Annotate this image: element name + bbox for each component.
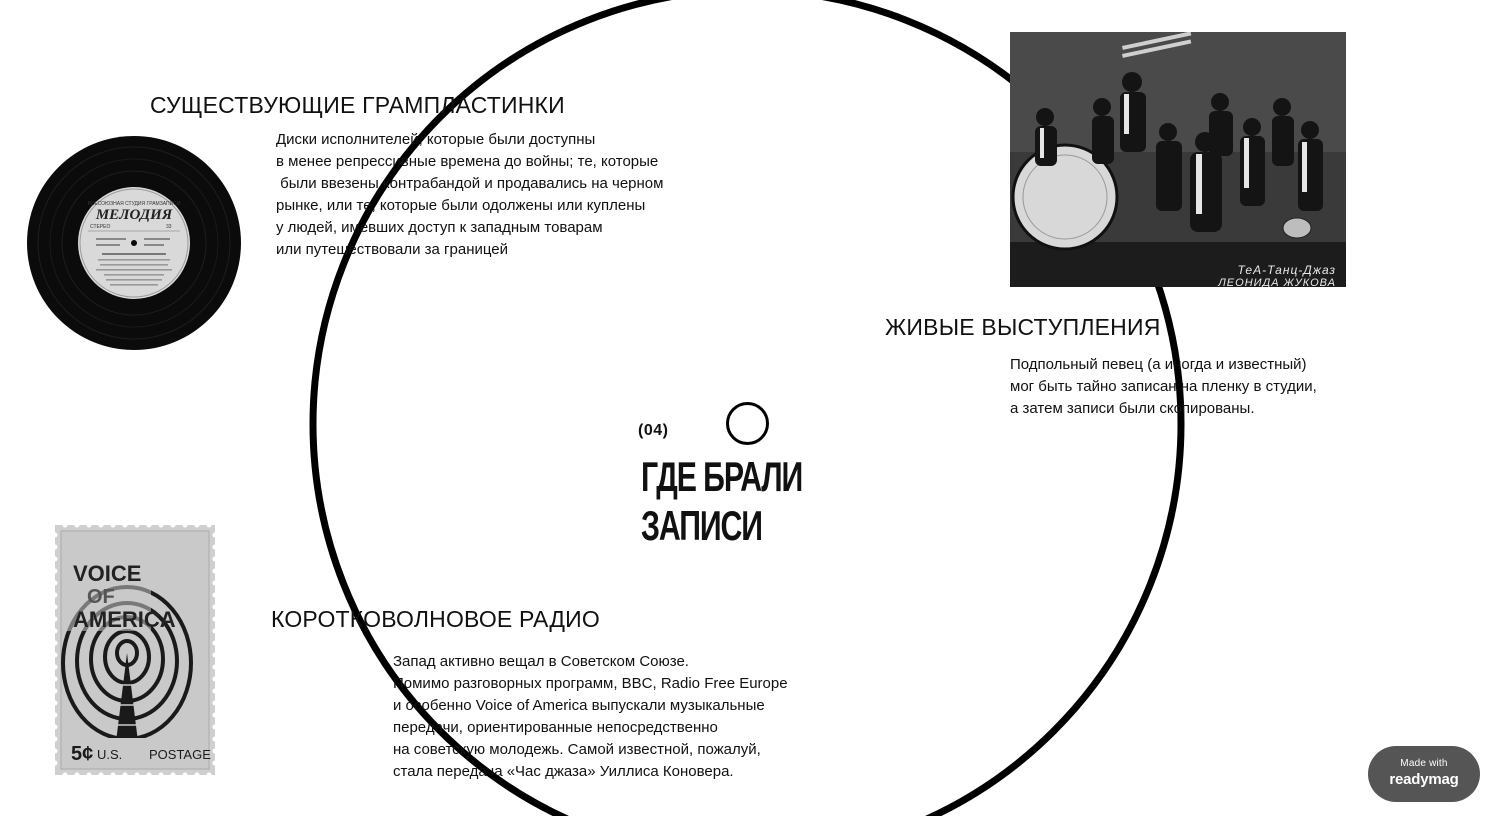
text-line: Диски исполнителей, которые были доступны <box>276 131 596 148</box>
stamp-line3: AMERICA <box>73 607 176 632</box>
text-line: Помимо разговорных программ, BBC, Radio Free Europe <box>393 675 788 692</box>
text-line: у людей, имевших доступ к западным товарам <box>276 219 603 236</box>
stamp-country: U.S. <box>97 747 123 762</box>
stamp-line2: OF <box>87 586 115 608</box>
text-existing-records <box>276 129 663 261</box>
text-line: стала передача «Час джаза» Уиллиса Коновера. <box>393 763 734 780</box>
text-line: рынке, или те, которые были одолжены или куплены <box>276 197 646 214</box>
heading-existing-records: СУЩЕСТВУЮЩИЕ ГРАМПЛАСТИНКИ <box>150 92 565 118</box>
record-label-top: ВСЕСОЮЗНАЯ СТУДИЯ ГРАМЗАПИСИ <box>87 201 181 207</box>
text-line: передачи, ориентированные непосредственно <box>393 719 718 736</box>
stamp-line1: VOICE <box>73 561 142 586</box>
heading-shortwave-radio: КОРОТКОВОЛНОВОЕ РАДИО <box>271 606 600 632</box>
badge-small-text: Made with <box>1400 758 1448 769</box>
jazz-band-photo <box>1010 32 1346 287</box>
text-line: на советскую молодежь. Самой известной, пожалуй, <box>393 741 761 758</box>
voice-of-america-stamp-image <box>55 525 215 775</box>
stamp-value: 5¢ <box>71 743 94 765</box>
text-line: Запад активно вещал в Советском Союзе. <box>393 653 689 670</box>
text-line: и особенно Voice of America выпускали музыкальные <box>393 697 765 714</box>
stamp-postage: POSTAGE <box>149 747 211 762</box>
text-line: в менее репрессивные времена до войны; те, которые <box>276 153 659 170</box>
section-title-line: ЗАПИСИ <box>641 502 762 549</box>
heading-live-performances: ЖИВЫЕ ВЫСТУПЛЕНИЯ <box>885 314 1161 340</box>
section-title-line: ГДЕ БРАЛИ <box>641 453 803 500</box>
vinyl-record-image <box>26 135 242 351</box>
text-line: мог быть тайно записан на пленку в студии, <box>1010 378 1317 395</box>
record-label-left: СТЕРЕО <box>90 224 111 230</box>
text-line: или путешествовали за границей <box>276 241 509 258</box>
cursor-ring-icon <box>726 402 769 445</box>
section-title <box>641 452 802 550</box>
text-line: Подпольный певец (а иногда и известный) <box>1010 356 1307 373</box>
record-label-right: 33 <box>166 224 172 230</box>
made-with-readymag-badge[interactable] <box>1368 746 1480 802</box>
text-shortwave-radio <box>393 651 788 783</box>
photo-caption-line1: ТеА-Танц-Джаз <box>1237 263 1336 277</box>
text-live-performances <box>1010 354 1317 420</box>
record-label-brand: МЕЛОДИЯ <box>95 207 173 223</box>
text-line: а затем записи были скопированы. <box>1010 400 1255 417</box>
photo-caption-line2: ЛЕОНИДА ЖУКОВА <box>1218 277 1336 287</box>
text-line: были ввезены контрабандой и продавались на черном <box>276 175 664 192</box>
badge-brand-text: readymag <box>1389 771 1459 788</box>
section-index: (04) <box>638 422 669 439</box>
